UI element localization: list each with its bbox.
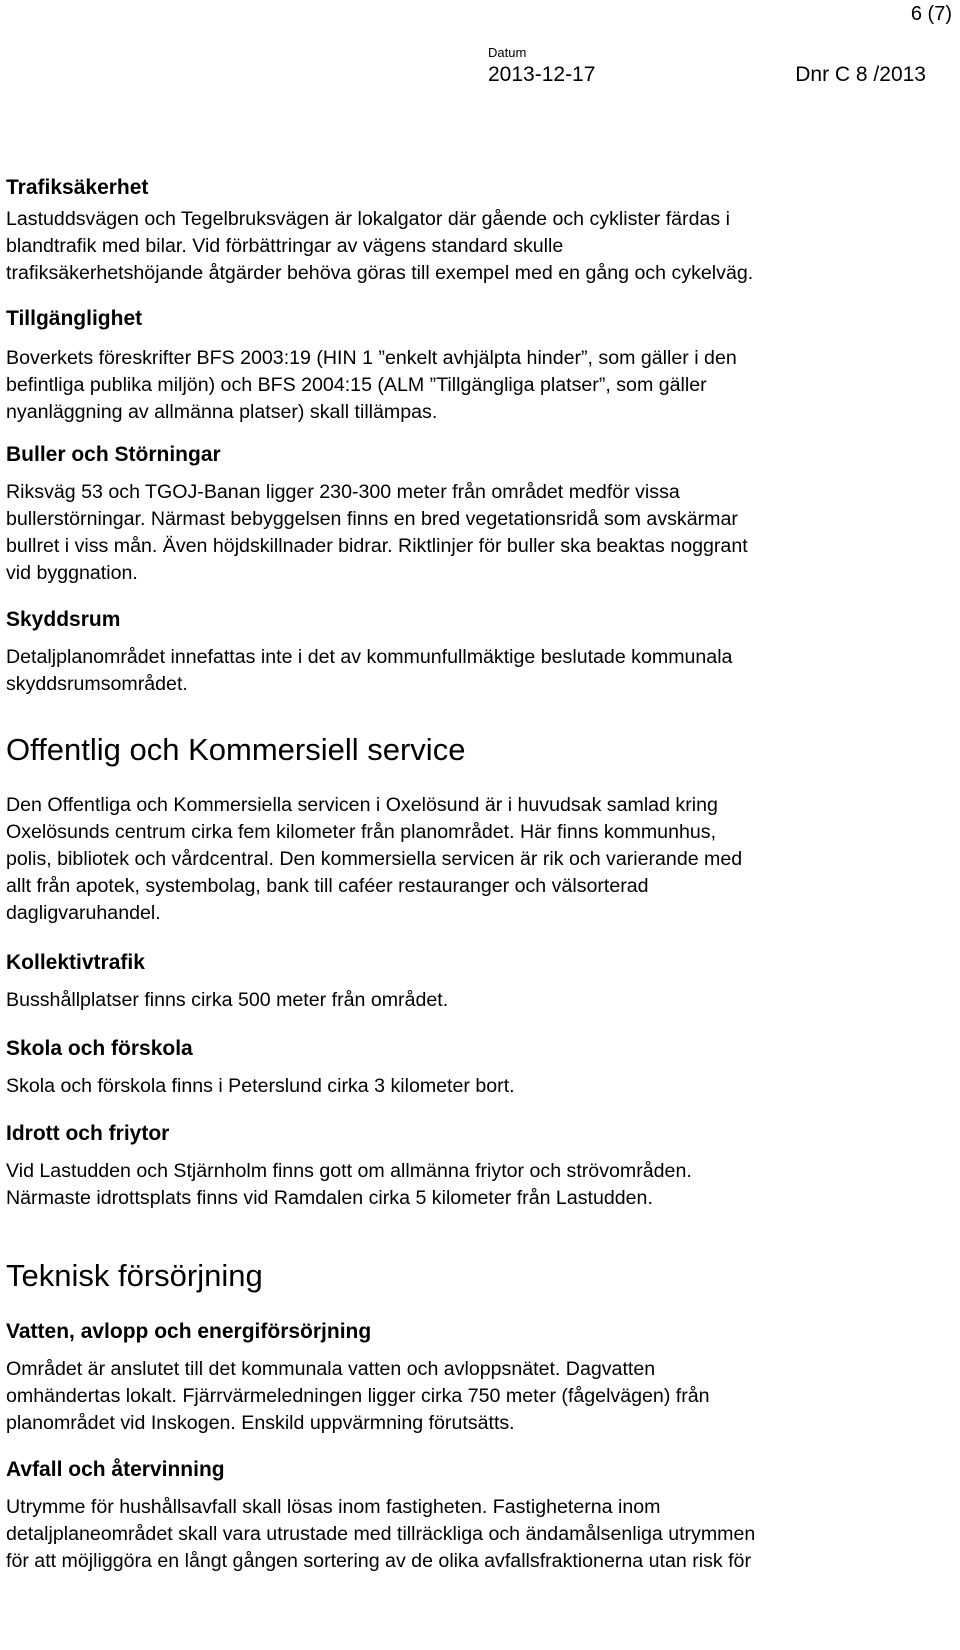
section-avfall xyxy=(6,1456,755,1575)
paragraph-line: dagligvaruhandel. xyxy=(6,902,161,924)
section-skyddsrum xyxy=(6,606,732,698)
paragraph-line: bullerstörningar. Närmast bebyggelsen finns en bred vegetationsridå som avskärmar xyxy=(6,508,738,530)
paragraph-line: nyanläggning av allmänna platser) skall tillämpas. xyxy=(6,401,438,423)
paragraph-line: Skola och förskola finns i Peterslund cirka 3 kilometer bort. xyxy=(6,1075,515,1097)
section-buller xyxy=(6,441,748,587)
paragraph-line: polis, bibliotek och vårdcentral. Den kommersiella servicen är rik och varierande med xyxy=(6,848,743,870)
paragraph-line: trafiksäkerhetshöjande åtgärder behöva göras till exempel med en gång och cykelväg. xyxy=(6,262,754,284)
paragraph-line: planområdet vid Inskogen. Enskild uppvärmning förutsätts. xyxy=(6,1412,515,1434)
paragraph-line: Området är anslutet till det kommunala vatten och avloppsnätet. Dagvatten xyxy=(6,1358,656,1380)
paragraph-line: blandtrafik med bilar. Vid förbättringar av vägens standard skulle xyxy=(6,235,564,257)
paragraph-line: detaljplaneområdet skall vara utrustade med tillräckliga och ändamålsenliga utrymmen xyxy=(6,1523,756,1545)
paragraph-line: Busshållplatser finns cirka 500 meter från området. xyxy=(6,989,449,1011)
paragraph-line: Den Offentliga och Kommersiella servicen i Oxelösund är i huvudsak samlad kring xyxy=(6,794,718,816)
section-heading: Idrott och friytor xyxy=(6,1122,170,1145)
section-idrott xyxy=(6,1120,692,1212)
chapter-heading: Offentlig och Kommersiell service xyxy=(6,732,466,767)
chapter-heading: Teknisk försörjning xyxy=(6,1258,263,1293)
section-heading: Vatten, avlopp och energiförsörjning xyxy=(6,1320,372,1343)
section-offentlig-service xyxy=(6,730,742,927)
document-reference: Dnr C 8 /2013 xyxy=(795,63,926,86)
paragraph-line: vid byggnation. xyxy=(6,562,138,584)
paragraph-line: befintliga publika miljön) och BFS 2004:15 (ALM ”Tillgängliga platser”, som gäller xyxy=(6,374,707,396)
paragraph-line: Utrymme för hushållsavfall skall lösas inom fastigheten. Fastigheterna inom xyxy=(6,1496,661,1518)
section-heading: Skyddsrum xyxy=(6,608,121,631)
section-trafiksakerhet xyxy=(6,174,753,287)
paragraph-line: skyddsrumsområdet. xyxy=(6,673,188,695)
paragraph-line: bullret i viss mån. Även höjdskillnader bidrar. Riktlinjer för buller ska beaktas noggrant xyxy=(6,535,748,557)
section-teknisk-forsorjning xyxy=(6,1256,263,1312)
section-heading: Tillgänglighet xyxy=(6,307,143,330)
paragraph-line: Boverkets föreskrifter BFS 2003:19 (HIN 1 ”enkelt avhjälpta hinder”, som gäller i den xyxy=(6,347,737,369)
section-heading: Kollektivtrafik xyxy=(6,951,145,974)
section-skola xyxy=(6,1035,515,1100)
section-heading: Buller och Störningar xyxy=(6,443,221,466)
section-vatten-avlopp xyxy=(6,1318,710,1437)
section-heading: Trafiksäkerhet xyxy=(6,176,149,199)
paragraph-line: för att möjliggöra en långt gången sortering av de olika avfallsfraktionerna utan risk för xyxy=(6,1550,751,1572)
section-kollektivtrafik xyxy=(6,949,448,1014)
section-tillganglighet xyxy=(6,305,737,426)
paragraph-line: Lastuddsvägen och Tegelbruksvägen är lokalgator där gående och cyklister färdas i xyxy=(6,208,730,230)
paragraph-line: Riksväg 53 och TGOJ-Banan ligger 230-300 meter från området medför vissa xyxy=(6,481,680,503)
section-heading: Skola och förskola xyxy=(6,1037,193,1060)
page-number: 6 (7) xyxy=(910,3,952,25)
paragraph-line: allt från apotek, systembolag, bank till caféer restauranger och välsorterad xyxy=(6,875,649,897)
paragraph-line: Oxelösunds centrum cirka fem kilometer från planområdet. Här finns kommunhus, xyxy=(6,821,717,843)
paragraph-line: Vid Lastudden och Stjärnholm finns gott om allmänna friytor och strövområden. xyxy=(6,1160,692,1182)
paragraph-line: Närmaste idrottsplats finns vid Ramdalen cirka 5 kilometer från Lastudden. xyxy=(6,1187,653,1209)
document-date: 2013-12-17 xyxy=(488,63,596,86)
paragraph-line: Detaljplanområdet innefattas inte i det av kommunfullmäktige beslutade kommunala xyxy=(6,646,733,668)
paragraph-line: omhändertas lokalt. Fjärrvärmeledningen ligger cirka 750 meter (fågelvägen) från xyxy=(6,1385,710,1407)
section-heading: Avfall och återvinning xyxy=(6,1458,225,1481)
date-label: Datum xyxy=(488,45,527,60)
